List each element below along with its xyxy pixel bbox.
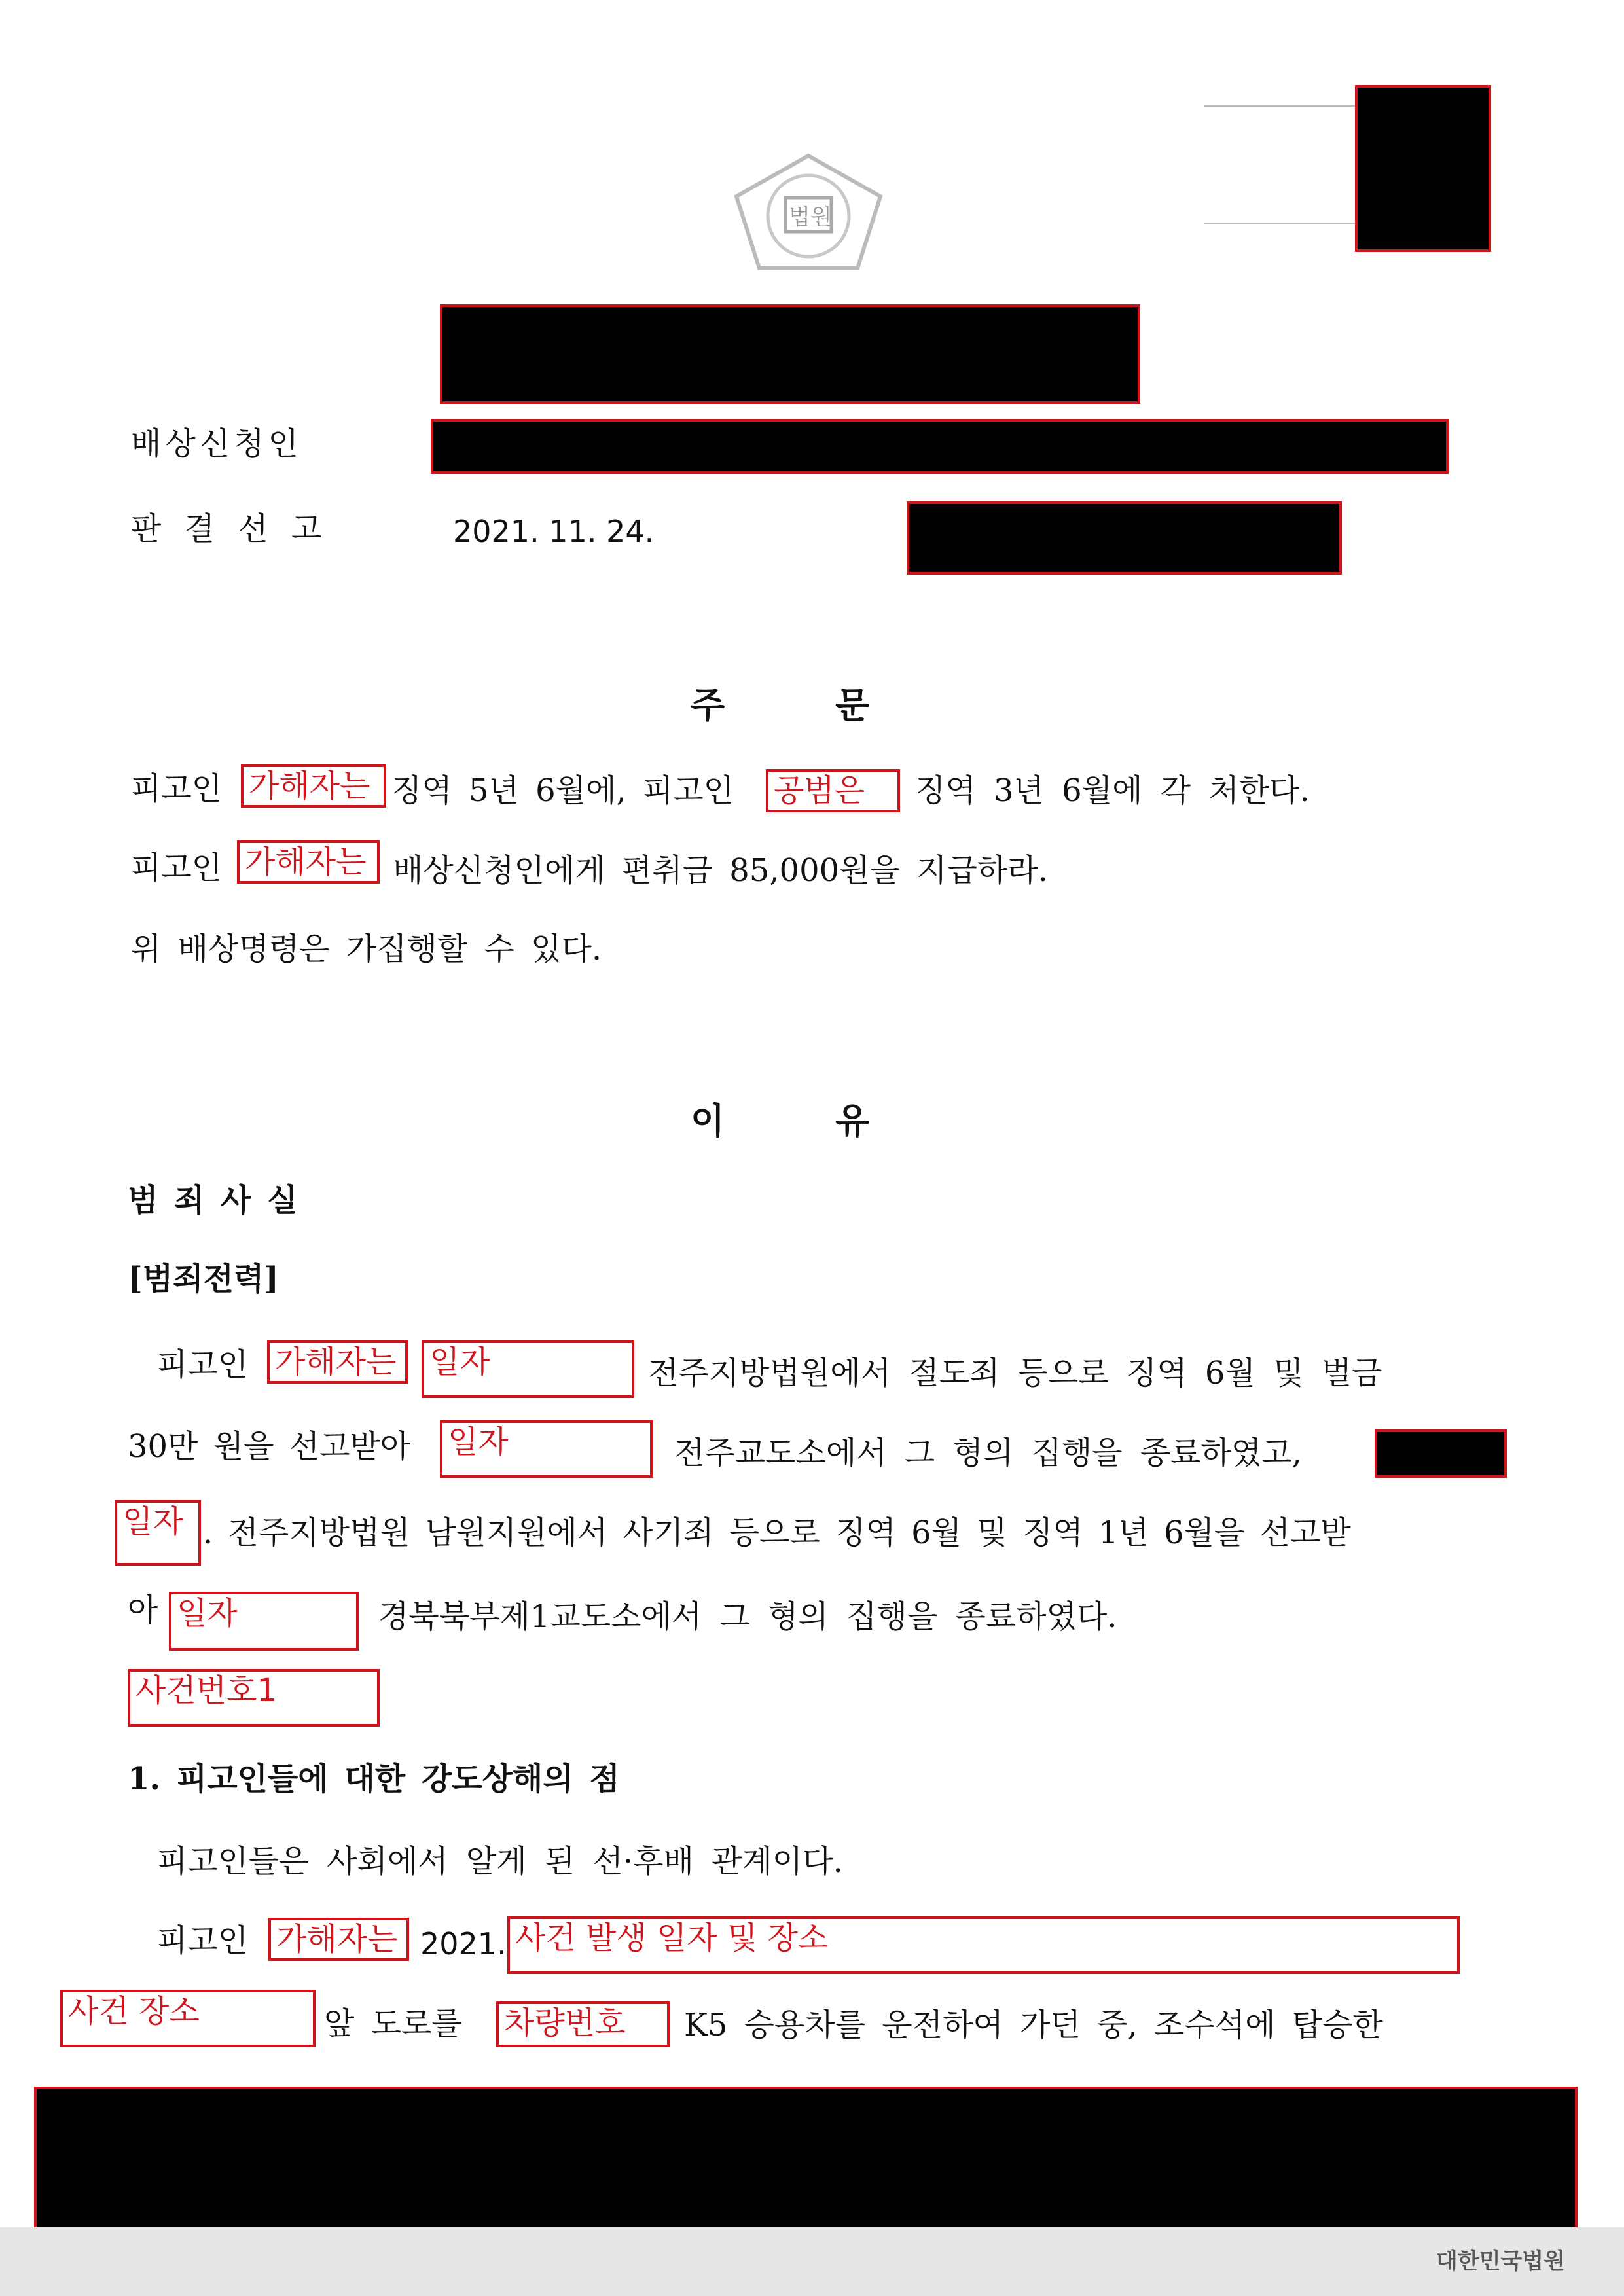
prior-l2-suffix: 전주교도소에서 그 형의 집행을 종료하였고, xyxy=(674,1435,1302,1471)
section1-l3-tag-place: 사건 장소 xyxy=(60,1990,316,2047)
section1-p1: 피고인들은 사회에서 알게 된 선·후배 관계이다. xyxy=(157,1843,843,1880)
redaction-top-right xyxy=(1355,85,1491,252)
order-line1-suffix: 징역 3년 6월에 각 처한다. xyxy=(915,772,1310,809)
verdict-date-label: 판 결 선 고 xyxy=(131,511,329,547)
prior-l2-prefix: 30만 원을 선고받아 xyxy=(128,1428,411,1465)
main-order-title: 주 문 xyxy=(691,685,870,726)
section1-l3-mid: 앞 도로를 xyxy=(324,2005,462,2042)
crime-facts-title: 범 죄 사 실 xyxy=(128,1182,300,1219)
order-line1-mid: 징역 5년 6월에, 피고인 xyxy=(391,772,734,809)
case-number-tag: 사건번호1 xyxy=(128,1669,380,1727)
verdict-date-value: 2021. 11. 24. xyxy=(453,514,655,549)
order-line2-prefix: 피고인 xyxy=(131,850,223,886)
section1-l2-tag-defendant: 가해자는 xyxy=(268,1918,409,1961)
section1-l2-prefix: 피고인 xyxy=(157,1922,249,1959)
section1-l2-mid: 2021. xyxy=(420,1926,507,1962)
prior-l3-tag-date: 일자 xyxy=(115,1500,201,1566)
order-line2-suffix: 배상신청인에게 편취금 85,000원을 지급하라. xyxy=(393,852,1048,889)
prior-l4-prefix: 아 xyxy=(128,1592,158,1628)
section1-l3-suffix: K5 승용차를 운전하여 가던 중, 조수석에 탑승한 xyxy=(684,2007,1383,2043)
redaction-applicant xyxy=(431,419,1449,474)
court-seal-logo xyxy=(723,151,893,275)
section1-title: 1. 피고인들에 대한 강도상해의 점 xyxy=(128,1761,620,1797)
order-line1-tag-defendant: 가해자는 xyxy=(241,764,386,808)
applicant-label: 배상신청인 xyxy=(131,425,302,462)
order-line3: 위 배상명령은 가집행할 수 있다. xyxy=(131,931,602,967)
top-rule-1 xyxy=(1204,105,1355,107)
prior-l3-suffix: . 전주지방법원 남원지원에서 사기죄 등으로 징역 6월 및 징역 1년 6월을 선고받 xyxy=(203,1515,1351,1551)
prior-l1-suffix: 전주지방법원에서 절도죄 등으로 징역 6월 및 벌금 xyxy=(648,1355,1382,1391)
redaction-bottom xyxy=(34,2087,1578,2242)
order-line2-tag-defendant: 가해자는 xyxy=(237,840,380,884)
section1-l2-tag-date-place: 사건 발생 일자 및 장소 xyxy=(507,1916,1460,1974)
section1-l3-tag-plate: 차량번호 xyxy=(496,2001,670,2047)
court-seal-text: 법원 xyxy=(789,204,832,230)
prior-record-title: [범죄전력] xyxy=(128,1261,279,1297)
prior-l4-suffix: 경북북부제1교도소에서 그 형의 집행을 종료하였다. xyxy=(378,1598,1117,1635)
prior-l1-prefix: 피고인 xyxy=(157,1346,249,1383)
order-line1-tag-accomplice: 공범은 xyxy=(766,769,900,812)
footer-bar xyxy=(0,2227,1624,2296)
prior-l4-tag-date: 일자 xyxy=(169,1592,359,1651)
order-line1-prefix: 피고인 xyxy=(131,770,223,807)
prior-l1-tag-defendant: 가해자는 xyxy=(267,1340,408,1384)
redaction-case-title xyxy=(440,304,1140,404)
footer-court-name: 대한민국법원 xyxy=(1435,2248,1565,2274)
top-rule-2 xyxy=(1204,223,1355,224)
prior-l1-tag-date: 일자 xyxy=(422,1340,634,1398)
redaction-prior-l2 xyxy=(1375,1429,1507,1478)
prior-l2-tag-date: 일자 xyxy=(440,1420,653,1478)
redaction-judge xyxy=(907,501,1342,575)
reason-title: 이 유 xyxy=(691,1100,870,1141)
